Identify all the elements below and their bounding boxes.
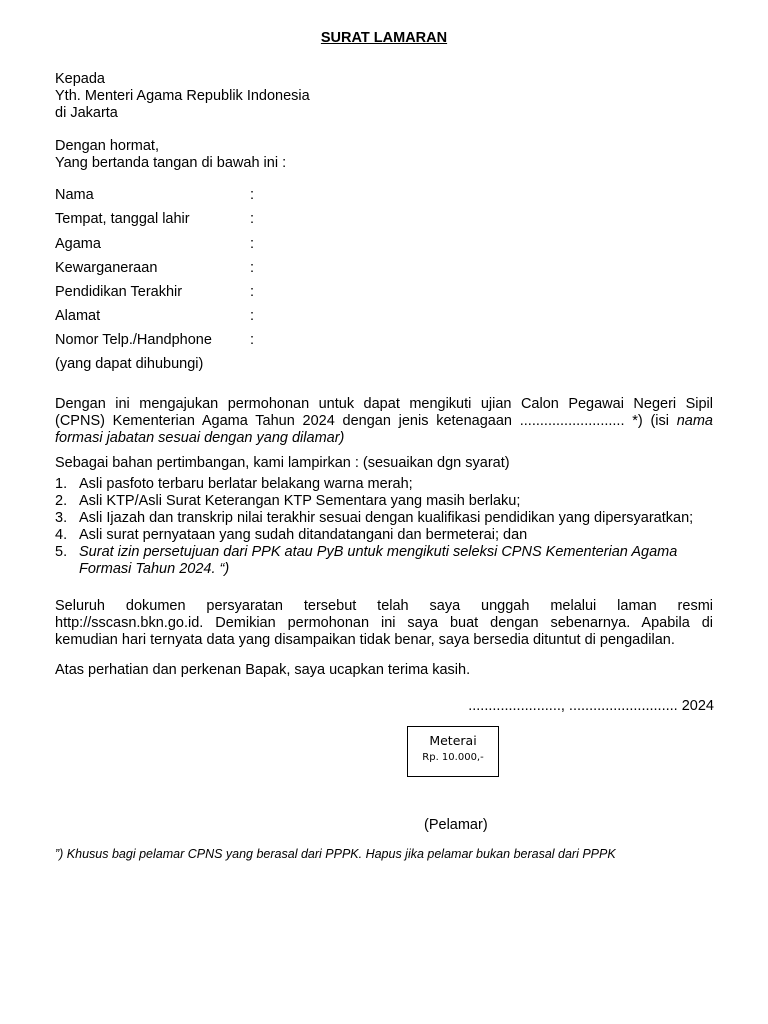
closing-line: kemudian hari ternyata data yang disampaikan tidak benar, saya bersedia dituntut di pengadilan. — [55, 632, 675, 648]
recipient-block — [55, 71, 713, 122]
list-item — [55, 510, 715, 527]
list-number: 3. — [55, 510, 68, 526]
field-colon: : — [250, 308, 255, 324]
field-pendidikan — [55, 284, 713, 308]
list-number: 2. — [55, 493, 68, 509]
field-colon: : — [250, 284, 255, 300]
date-line: ......................., ........................... 2024 — [468, 698, 714, 714]
field-nama — [55, 187, 713, 211]
closing-line: http://sscasn.bkn.go.id. Demikian permohonan ini saya buat dengan sebenarnya. Apabila di — [55, 615, 713, 631]
list-item — [55, 493, 715, 510]
signer-label: (Pelamar) — [424, 817, 488, 833]
meterai-value: Rp. 10.000,- — [422, 752, 484, 763]
application-line: formasi jabatan sesuai dengan yang dilamar) — [55, 430, 345, 446]
field-colon: : — [250, 260, 255, 276]
list-number: 4. — [55, 527, 68, 543]
field-label: Agama — [55, 236, 101, 252]
thanks — [55, 662, 713, 679]
attachments-intro-text: Sebagai bahan pertimbangan, kami lampirkan : (sesuaikan dgn syarat) — [55, 455, 510, 471]
field-kewarganegaraan — [55, 260, 713, 284]
field-label: Kewarganeraan — [55, 260, 158, 276]
greeting-block — [55, 138, 713, 172]
greeting-line: Yang bertanda tangan di bawah ini : — [55, 155, 287, 171]
recipient-line: Yth. Menteri Agama Republik Indonesia — [55, 88, 310, 104]
fields-note-text: (yang dapat dihubungi) — [55, 356, 204, 372]
list-number: 1. — [55, 476, 68, 492]
application-paragraph — [55, 396, 713, 447]
field-tempat-tanggal-lahir — [55, 211, 713, 235]
list-text: Asli pasfoto terbaru berlatar belakang warna merah; — [79, 476, 413, 492]
field-telepon — [55, 332, 713, 356]
field-label: Pendidikan Terakhir — [55, 284, 183, 300]
recipient-line: Kepada — [55, 71, 105, 87]
field-colon: : — [250, 332, 255, 348]
list-item — [55, 476, 715, 493]
field-label: Nomor Telp./Handphone — [55, 332, 212, 348]
application-line: Dengan ini mengajukan permohonan untuk dapat mengikuti ujian Calon Pegawai Negeri Sipil — [55, 396, 713, 412]
list-text: Surat izin persetujuan dari PPK atau PyB untuk mengikuti seleksi CPNS Kementerian Agama — [79, 544, 678, 560]
fields-note — [55, 356, 713, 373]
closing-line: Seluruh dokumen persyaratan tersebut telah saya unggah melalui laman resmi — [55, 598, 713, 614]
field-agama — [55, 236, 713, 260]
meterai-label: Meterai — [429, 733, 477, 748]
meterai-stamp-box — [407, 726, 499, 777]
greeting-line: Dengan hormat, — [55, 138, 159, 154]
list-text: Asli Ijazah dan transkrip nilai terakhir sesuai dengan kualifikasi pendidikan yang dipersyaratkan; — [79, 510, 694, 526]
field-colon: : — [250, 187, 255, 203]
recipient-line: di Jakarta — [55, 105, 118, 121]
attachments-list — [55, 476, 715, 578]
list-item — [55, 527, 715, 544]
letter-title: SURAT LAMARAN — [320, 30, 448, 46]
list-item — [55, 544, 715, 578]
list-text: Asli surat pernyataan yang sudah ditandatangani dan bermeterai; dan — [79, 527, 528, 543]
application-text: (CPNS) Kementerian Agama Tahun 2024 dengan jenis ketenagaan .......................... *) (isi — [55, 413, 669, 429]
field-label: Alamat — [55, 308, 101, 324]
field-alamat — [55, 308, 713, 332]
application-italic-text: nama — [676, 413, 713, 429]
thanks-text: Atas perhatian dan perkenan Bapak, saya ucapkan terima kasih. — [55, 662, 471, 678]
list-number: 5. — [55, 544, 68, 560]
list-text: Formasi Tahun 2024. “) — [79, 561, 230, 577]
application-line — [55, 413, 713, 430]
field-colon: : — [250, 211, 255, 227]
attachments-intro — [55, 455, 713, 472]
list-text: Asli KTP/Asli Surat Keterangan KTP Sementara yang masih berlaku; — [79, 493, 521, 509]
footnote: ”) Khusus bagi pelamar CPNS yang berasal dari PPPK. Hapus jika pelamar bukan berasal dari PPPK — [55, 847, 616, 861]
field-colon: : — [250, 236, 255, 252]
field-label: Nama — [55, 187, 94, 203]
field-label: Tempat, tanggal lahir — [55, 211, 190, 227]
closing-paragraph — [55, 598, 713, 649]
